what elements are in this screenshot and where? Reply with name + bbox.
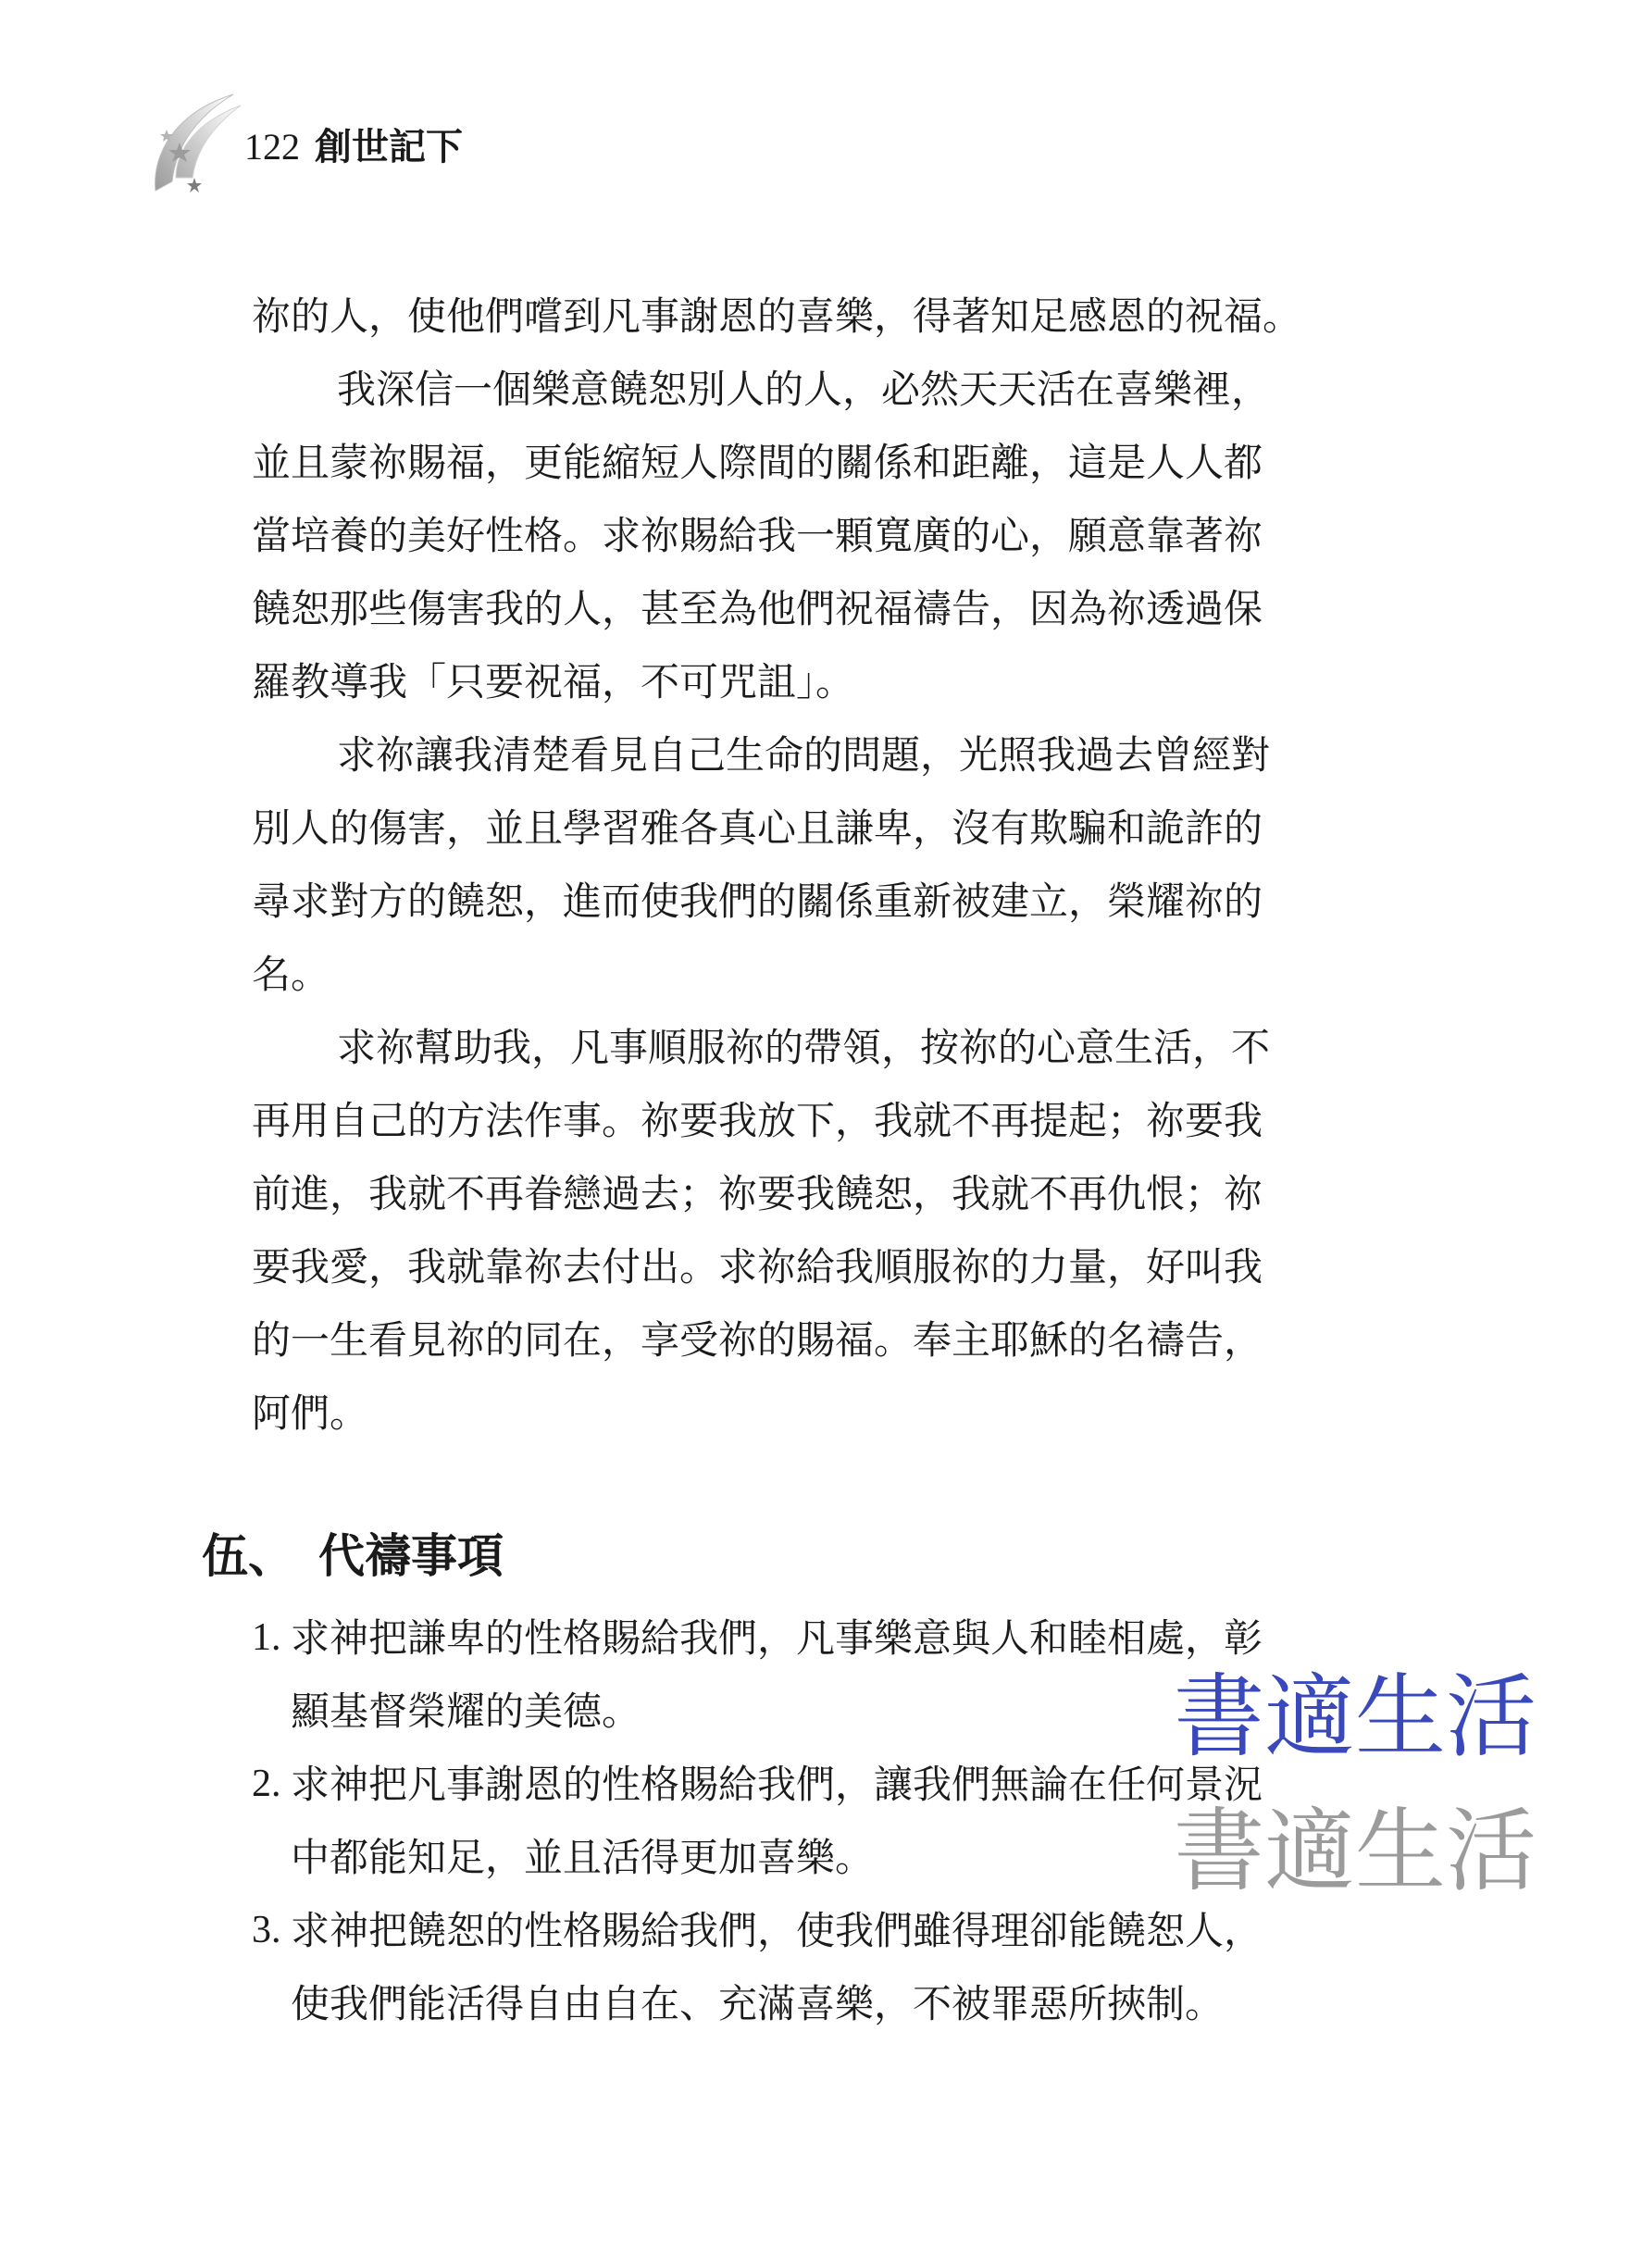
text-line: 求神把凡事謝恩的性格賜給我們，讓我們無論在任何景況: [291, 1762, 1263, 1807]
text-line: 求祢讓我清楚看見自己生命的問題，光照我過去曾經對: [337, 732, 1271, 778]
text-line: 並且蒙祢賜福，更能縮短人際間的關係和距離，這是人人都: [252, 440, 1263, 485]
text-line: 別人的傷害，並且學習雅各真心且謙卑，沒有欺騙和詭詐的: [252, 805, 1263, 851]
paragraph: [252, 1011, 1344, 1450]
list-marker: 3.: [252, 1909, 281, 1951]
text-line: 的一生看見祢的同在，享受祢的賜福。奉主耶穌的名禱告，: [252, 1317, 1263, 1363]
text-line: 我深信一個樂意饒恕別人的人，必然天天活在喜樂裡，: [337, 367, 1271, 412]
running-header: [244, 124, 463, 170]
paragraph: [252, 280, 1344, 353]
watermark-primary: 書適生活: [1174, 1664, 1537, 1770]
page-header: [148, 89, 703, 200]
text-line: 前進，我就不再眷戀過去；祢要我饒恕，我就不再仇恨；祢: [252, 1171, 1263, 1216]
section-title: 代禱事項: [318, 1528, 504, 1583]
section-number: 伍、: [202, 1528, 294, 1583]
book-title: 創世記下: [315, 125, 463, 168]
text-line: 尋求對方的饒恕，進而使我們的關係重新被建立，榮耀祢的: [252, 879, 1263, 924]
paragraph: [252, 353, 1344, 718]
text-line: 祢的人，使他們嚐到凡事謝恩的喜樂，得著知足感恩的祝福。: [252, 293, 1302, 339]
list-marker: 1.: [252, 1616, 281, 1659]
text-line: 再用自己的方法作事。祢要我放下，我就不再提起；祢要我: [252, 1098, 1263, 1143]
text-line: 饒恕那些傷害我的人，甚至為他們祝福禱告，因為祢透過保: [252, 586, 1263, 631]
text-line: 求祢幫助我，凡事順服祢的帶領，按祢的心意生活，不: [337, 1025, 1271, 1070]
text-line: 阿們。: [252, 1390, 369, 1436]
paragraph: [252, 718, 1344, 1011]
text-line: 求神把謙卑的性格賜給我們，凡事樂意與人和睦相處，彰: [291, 1615, 1263, 1661]
list-item: [202, 1894, 1359, 2040]
text-line: 使我們能活得自由自在、充滿喜樂，不被罪惡所挾制。: [291, 1981, 1225, 2026]
text-line: 求神把饒恕的性格賜給我們，使我們雖得理卻能饒恕人，: [291, 1908, 1263, 1953]
text-line: 顯基督榮耀的美德。: [291, 1689, 641, 1734]
text-line: 羅教導我「只要祝福，不可咒詛」。: [252, 659, 855, 704]
page-number: 122: [244, 126, 300, 168]
shooting-star-logo-icon: [148, 89, 250, 200]
prayer-body: [252, 280, 1344, 1450]
watermark-secondary: 書適生活: [1174, 1799, 1537, 1904]
text-line: 要我愛，我就靠祢去付出。求祢給我順服祢的力量，好叫我: [252, 1244, 1263, 1290]
list-marker: 2.: [252, 1763, 281, 1805]
prayer-requests-section: [202, 1524, 1359, 2040]
section-heading: [202, 1524, 1359, 1589]
text-line: 當培養的美好性格。求祢賜給我一顆寬廣的心，願意靠著祢: [252, 513, 1263, 558]
text-line: 中都能知足，並且活得更加喜樂。: [291, 1835, 875, 1880]
text-line: 名。: [252, 952, 330, 997]
